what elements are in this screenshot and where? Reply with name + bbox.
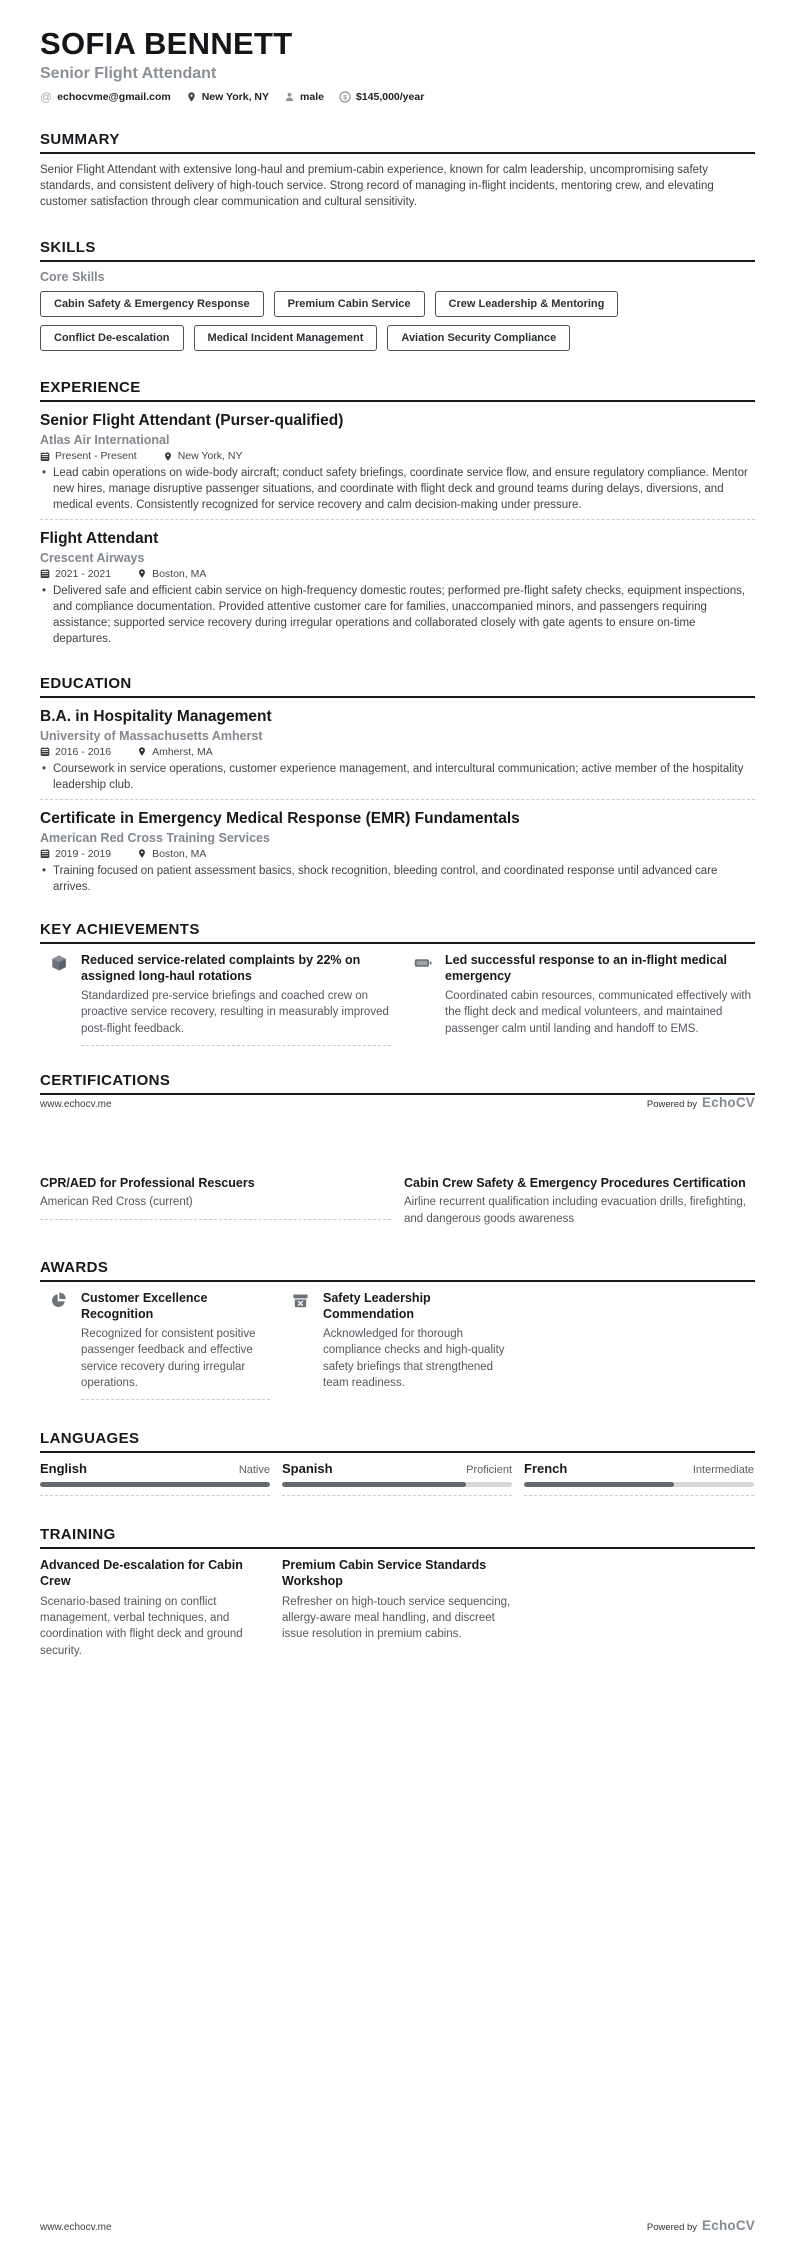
achievement-description: Coordinated cabin resources, communicated effectively with the flight deck and medical volunteers, and maintained passenger calm until landing and handoff to EMS.	[445, 989, 751, 1035]
awards-grid	[40, 1290, 755, 1400]
job-location	[163, 450, 243, 462]
salary-text: $145,000/year	[355, 90, 425, 103]
school-name: American Red Cross Training Services	[40, 830, 270, 845]
powered-by-prefix: Powered by	[646, 1099, 698, 1110]
degree-title: Certificate in Emergency Medical Response (EMR) Fundamentals	[40, 810, 520, 828]
section-training	[40, 1526, 755, 1659]
certifications-grid	[40, 1175, 755, 1227]
contact-location	[186, 91, 269, 103]
skills-group-label: Core Skills	[40, 269, 105, 284]
date-range-text: 2016 - 2016	[55, 745, 112, 758]
location-pin-icon	[163, 451, 173, 462]
education-bullet: • Coursework in service operations, customer experience management, and intercultural communication; active member of the hospitality leadership club.	[40, 761, 755, 793]
company-name: Atlas Air International	[40, 432, 170, 447]
training-item	[40, 1557, 270, 1659]
certification-issuer: American Red Cross (current)	[40, 1196, 193, 1209]
training-heading: TRAINING	[40, 1526, 755, 1549]
calendar-icon	[40, 848, 50, 859]
training-title: Advanced De-escalation for Cabin Crew	[40, 1558, 243, 1589]
language-proficiency-bar	[40, 1482, 270, 1487]
date-range-text: 2021 - 2021	[55, 567, 112, 580]
education-bullet: • Training focused on patient assessment basics, shock recognition, bleeding control, and coordinated response until advanced care arrives.	[40, 863, 755, 895]
training-title: Premium Cabin Service Standards Workshop	[282, 1558, 487, 1589]
dashed-divider	[81, 1045, 391, 1046]
date-range-text: Present - Present	[55, 450, 137, 463]
certifications-heading: CERTIFICATIONS	[40, 1072, 755, 1095]
award-description: Acknowledged for thorough compliance checks and high-quality safety briefings that strengthened team readiness.	[323, 1327, 505, 1389]
achievements-grid	[40, 952, 755, 1046]
resume-page-2	[0, 1123, 794, 2246]
dashed-divider	[81, 1399, 270, 1400]
job-location-text: New York, NY	[177, 450, 243, 463]
footer-url[interactable]: www.echocv.me	[40, 1099, 112, 1110]
summary-heading: SUMMARY	[40, 131, 755, 154]
skill-tag: Cabin Safety & Emergency Response	[40, 291, 264, 317]
powered-by	[647, 2218, 755, 2233]
training-description: Scenario-based training on conflict management, verbal techniques, and coordination with flight deck and ground security.	[40, 1595, 243, 1657]
award-item	[40, 1290, 270, 1400]
awards-heading: AWARDS	[40, 1259, 755, 1282]
summary-text: Senior Flight Attendant with extensive long-haul and premium-cabin experience, known for calm leadership, uncompromising safety standards, and consistent delivery of high-touch service. Strong record of managing in-flight incidents, mentoring crew, and elevating customer satisfaction through clear communication and cultural sensitivity.	[40, 163, 714, 209]
education-item	[40, 809, 755, 895]
dashed-divider	[40, 1219, 391, 1220]
language-name: French	[524, 1461, 568, 1477]
calendar-icon	[40, 568, 50, 579]
key-achievements-heading: KEY ACHIEVEMENTS	[40, 921, 755, 944]
language-proficiency-fill	[282, 1482, 466, 1487]
education-location	[137, 746, 213, 758]
certification-title: CPR/AED for Professional Rescuers	[40, 1176, 255, 1190]
language-proficiency-fill	[40, 1482, 270, 1487]
person-icon	[284, 91, 295, 103]
experience-item	[40, 411, 755, 513]
language-row	[524, 1461, 754, 1476]
pie-chart-icon	[50, 1292, 68, 1309]
powered-by-prefix: Powered by	[646, 2222, 698, 2233]
contact-email	[40, 91, 171, 103]
certification-item	[404, 1175, 755, 1227]
dashed-divider	[524, 1495, 754, 1496]
dashed-divider	[40, 1495, 270, 1496]
achievement-content	[445, 952, 755, 1037]
skill-tag: Conflict De-escalation	[40, 325, 184, 351]
language-row	[282, 1461, 512, 1476]
award-title: Safety Leadership Commendation	[323, 1290, 431, 1321]
calendar-icon	[40, 746, 50, 757]
job-dates	[40, 450, 137, 462]
skill-tag: Medical Incident Management	[194, 325, 378, 351]
contact-gender	[284, 91, 324, 103]
experience-item	[40, 529, 755, 647]
language-level: Native	[238, 1464, 270, 1477]
section-experience	[40, 379, 755, 647]
section-certifications-heading	[40, 1072, 755, 1095]
language-item	[40, 1461, 270, 1496]
section-languages	[40, 1430, 755, 1496]
certification-title: Cabin Crew Safety & Emergency Procedures Certification	[404, 1176, 746, 1190]
award-item	[282, 1290, 512, 1400]
language-level: Proficient	[466, 1464, 512, 1477]
job-description-bullet: • Lead cabin operations on wide-body aircraft; conduct safety briefings, coordinate service flow, and ensure regulatory compliance. Mentor new hires, manage disruptive passenger situations, and coordinate with flight deck and ground teams during delays, diversions, and medical events. Consistently recognized for service recovery and calm decision-making under pressure.	[40, 465, 755, 513]
certification-description: Airline recurrent qualification including evacuation drills, firefighting, and dangerous goods awareness	[404, 1196, 746, 1225]
achievement-item	[404, 952, 755, 1046]
skill-tags	[40, 291, 755, 352]
training-grid	[40, 1557, 755, 1659]
award-title: Customer Excellence Recognition	[81, 1290, 208, 1321]
dashed-divider	[282, 1495, 512, 1496]
education-meta-row	[40, 746, 755, 758]
education-item	[40, 707, 755, 793]
language-proficiency-bar	[282, 1482, 512, 1487]
achievement-content	[81, 952, 391, 1046]
echocv-brand[interactable]: EchoCV	[702, 2218, 755, 2233]
language-item	[524, 1461, 754, 1496]
skill-tag: Aviation Security Compliance	[387, 325, 570, 351]
job-description-bullet: • Delivered safe and efficient cabin service on high-frequency domestic routes; performed pre-flight safety checks, equipment inspections, and compliance documentation. Provided attentive customer care for families, unaccompanied minors, and passengers requiring assistance; supported service recovery during irregular operations and collaborated closely with gate agents to ensure on-time departures.	[40, 583, 755, 647]
language-item	[282, 1461, 512, 1496]
calendar-icon	[40, 451, 50, 462]
section-summary	[40, 131, 755, 211]
skills-heading: SKILLS	[40, 239, 755, 262]
job-meta-row	[40, 450, 755, 462]
dashed-divider	[40, 519, 755, 520]
language-proficiency-bar	[524, 1482, 754, 1487]
languages-heading: LANGUAGES	[40, 1430, 755, 1453]
award-content	[81, 1290, 270, 1400]
award-description: Recognized for consistent positive passenger feedback and effective service recovery during irregular operations.	[81, 1327, 256, 1389]
section-education	[40, 675, 755, 895]
education-location-text: Amherst, MA	[152, 745, 213, 758]
page-footer	[40, 1095, 755, 1110]
location-pin-icon	[137, 568, 147, 579]
skill-tag: Crew Leadership & Mentoring	[435, 291, 619, 317]
echocv-brand[interactable]: EchoCV	[702, 1095, 755, 1110]
salary-icon	[339, 91, 351, 103]
achievement-title: Reduced service-related complaints by 22% on assigned long-haul rotations	[81, 952, 361, 983]
language-row	[40, 1461, 270, 1476]
certification-item	[40, 1175, 391, 1227]
education-dates	[40, 746, 111, 758]
battery-icon	[414, 954, 432, 972]
languages-grid	[40, 1461, 755, 1496]
contact-row	[40, 91, 755, 103]
contact-salary	[339, 91, 424, 103]
education-location-text: Boston, MA	[152, 847, 207, 860]
training-item	[282, 1557, 512, 1659]
cube-icon	[50, 954, 68, 972]
candidate-job-title: Senior Flight Attendant	[40, 64, 217, 82]
job-title: Senior Flight Attendant (Purser-qualified)	[40, 412, 344, 430]
footer-url[interactable]: www.echocv.me	[40, 2222, 112, 2233]
school-name: University of Massachusetts Amherst	[40, 728, 263, 743]
achievement-description: Standardized pre-service briefings and coached crew on proactive service recovery, resulting in measurably improved post-flight feedback.	[81, 989, 389, 1035]
skill-tag: Premium Cabin Service	[274, 291, 425, 317]
language-level: Intermediate	[692, 1464, 754, 1477]
location-pin-icon	[186, 91, 197, 103]
education-dates	[40, 848, 111, 860]
archive-box-icon	[292, 1292, 310, 1309]
language-name: Spanish	[282, 1461, 333, 1477]
location-pin-icon	[137, 746, 147, 757]
experience-heading: EXPERIENCE	[40, 379, 755, 402]
powered-by	[647, 1095, 755, 1110]
resume-header	[40, 26, 755, 103]
company-name: Crescent Airways	[40, 550, 145, 565]
date-range-text: 2019 - 2019	[55, 847, 112, 860]
svg-text:$: $	[343, 94, 347, 102]
education-location	[137, 848, 206, 860]
language-proficiency-fill	[524, 1482, 674, 1487]
achievement-item	[40, 952, 391, 1046]
award-content	[323, 1290, 512, 1391]
gender-text: male	[300, 90, 324, 103]
at-icon: @	[40, 89, 53, 104]
section-skills	[40, 239, 755, 352]
job-location-text: Boston, MA	[152, 567, 207, 580]
training-description: Refresher on high-touch service sequencing, allergy-aware meal handling, and discreet issue resolution in premium cabins.	[282, 1595, 511, 1641]
degree-title: B.A. in Hospitality Management	[40, 708, 272, 726]
education-meta-row	[40, 848, 755, 860]
email-text[interactable]: echocvme@gmail.com	[57, 90, 171, 103]
section-key-achievements	[40, 921, 755, 1046]
candidate-name: SOFIA BENNETT	[40, 26, 293, 61]
page-footer	[40, 2218, 755, 2233]
language-name: English	[40, 1461, 87, 1477]
achievement-title: Led successful response to an in-flight medical emergency	[445, 952, 728, 983]
job-title: Flight Attendant	[40, 530, 159, 548]
job-dates	[40, 568, 111, 580]
location-text: New York, NY	[201, 90, 270, 103]
job-location	[137, 568, 206, 580]
location-pin-icon	[137, 848, 147, 859]
job-meta-row	[40, 568, 755, 580]
education-heading: EDUCATION	[40, 675, 755, 698]
section-awards	[40, 1259, 755, 1400]
dashed-divider	[40, 799, 755, 800]
